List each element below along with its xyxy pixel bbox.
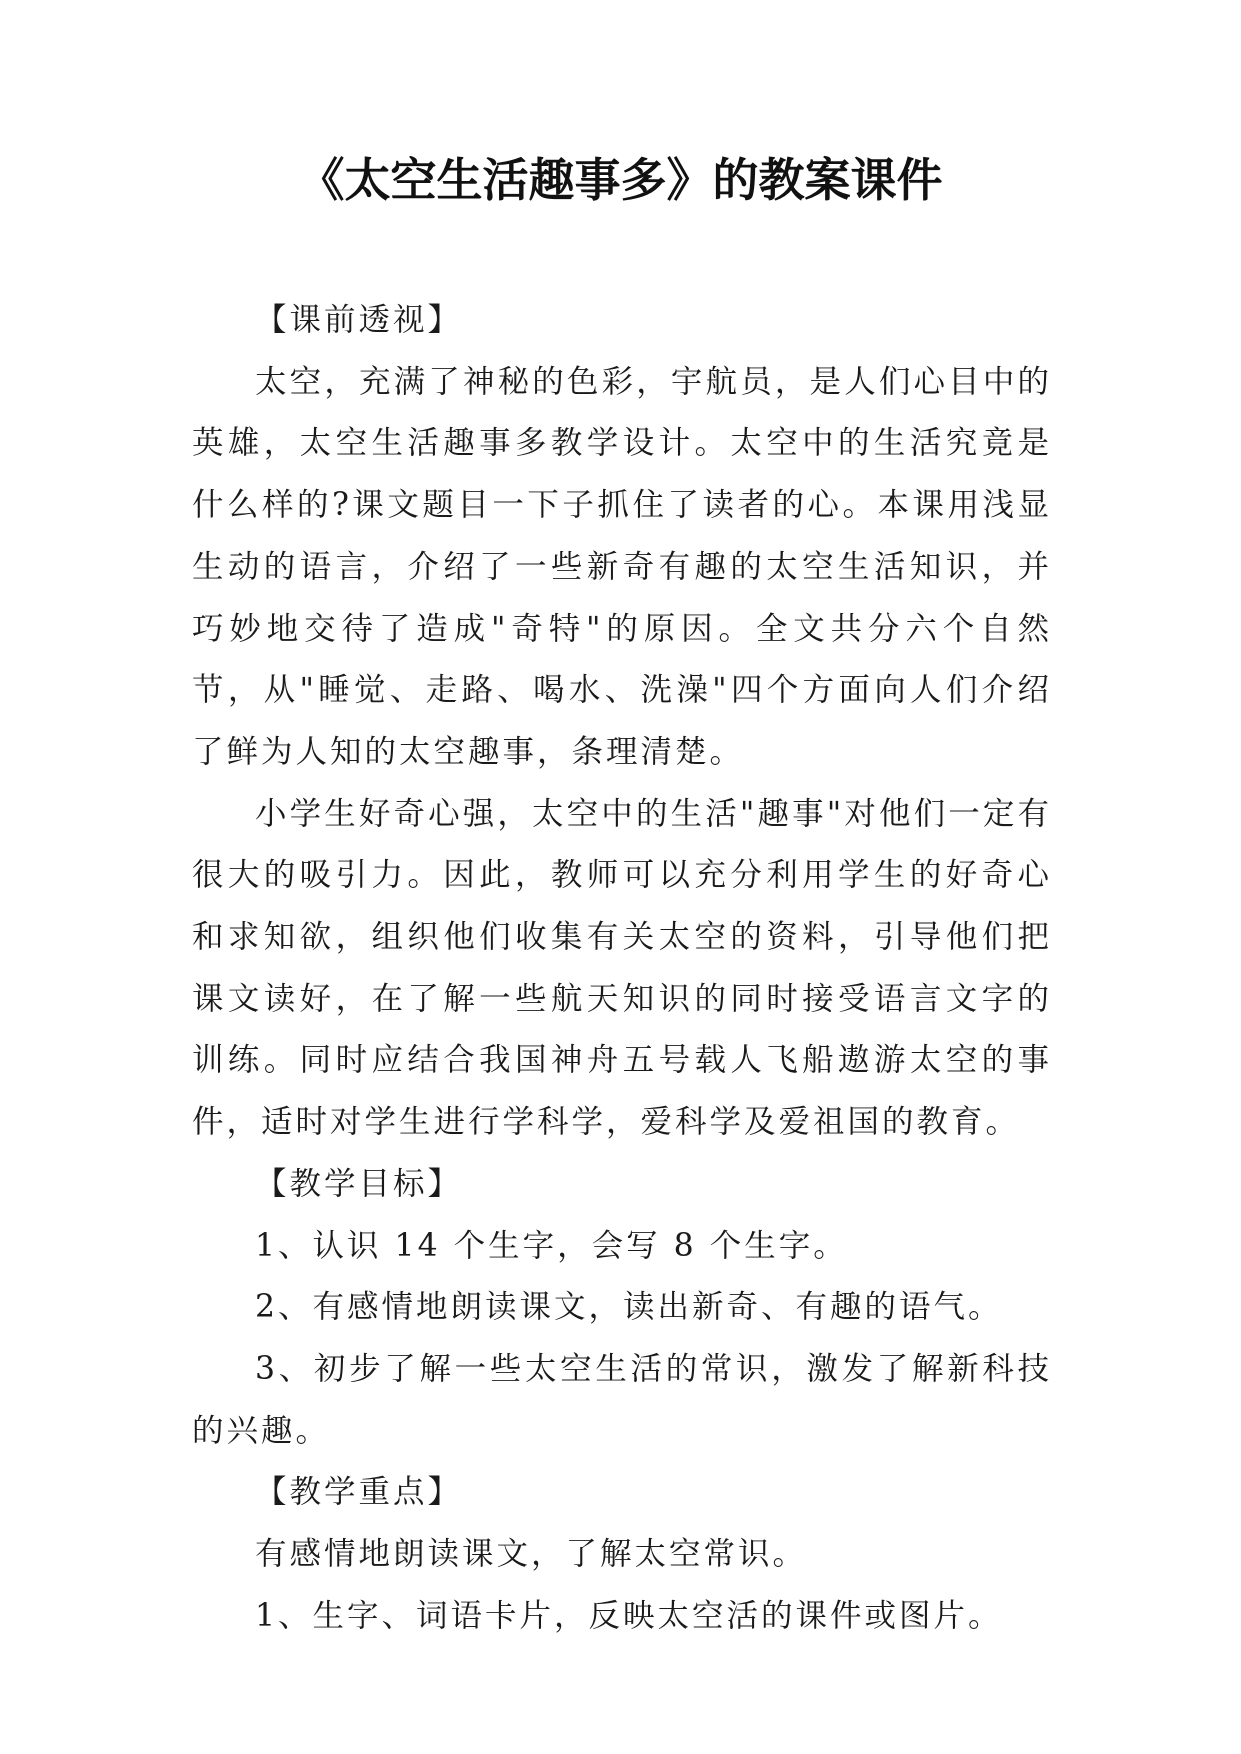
document-title: 《太空生活趣事多》的教案课件 xyxy=(298,153,943,207)
goal-item-3: 3、初步了解一些太空生活的常识，激发了解新科技的兴趣。 xyxy=(192,1350,1052,1449)
section-heading-preview: 【课前透视】 xyxy=(255,302,463,338)
paragraph-preview-1: 太空，充满了神秘的色彩，宇航员，是人们心目中的英雄，太空生活趣事多教学设计。太空中的生活究竟是什么样的?课文题目一下子抓住了读者的心。本课用浅显生动的语言，介绍了一些新奇有趣的太空生活知识，并巧妙地交待了造成"奇特"的原因。全文共分六个自然节，从"睡觉、走路、喝水、洗澡"四个方面向人们介绍了鲜为人知的太空趣事，条理清楚。 xyxy=(192,363,1052,770)
document-body xyxy=(192,290,1052,1647)
goal-item-1: 1、认识 14 个生字，会写 8 个生字。 xyxy=(255,1227,848,1264)
goal-item-2: 2、有感情地朗读课文，读出新奇、有趣的语气。 xyxy=(255,1289,1003,1326)
paragraph-preview-2: 小学生好奇心强，太空中的生活"趣事"对他们一定有很大的吸引力。因此，教师可以充分利用学生的好奇心和求知欲，组织他们收集有关太空的资料，引导他们把课文读好，在了解一些航天知识的同时接受语言文字的训练。同时应结合我国神舟五号载人飞船遨游太空的事件，适时对学生进行学科学，爱科学及爱祖国的教育。 xyxy=(192,795,1052,1141)
prep-item-1: 1、生字、词语卡片，反映太空活的课件或图片。 xyxy=(255,1597,1003,1634)
section-heading-focus: 【教学重点】 xyxy=(255,1474,463,1511)
paragraph-focus: 有感情地朗读课文，了解太空常识。 xyxy=(255,1536,808,1573)
section-heading-goals: 【教学目标】 xyxy=(255,1165,463,1202)
